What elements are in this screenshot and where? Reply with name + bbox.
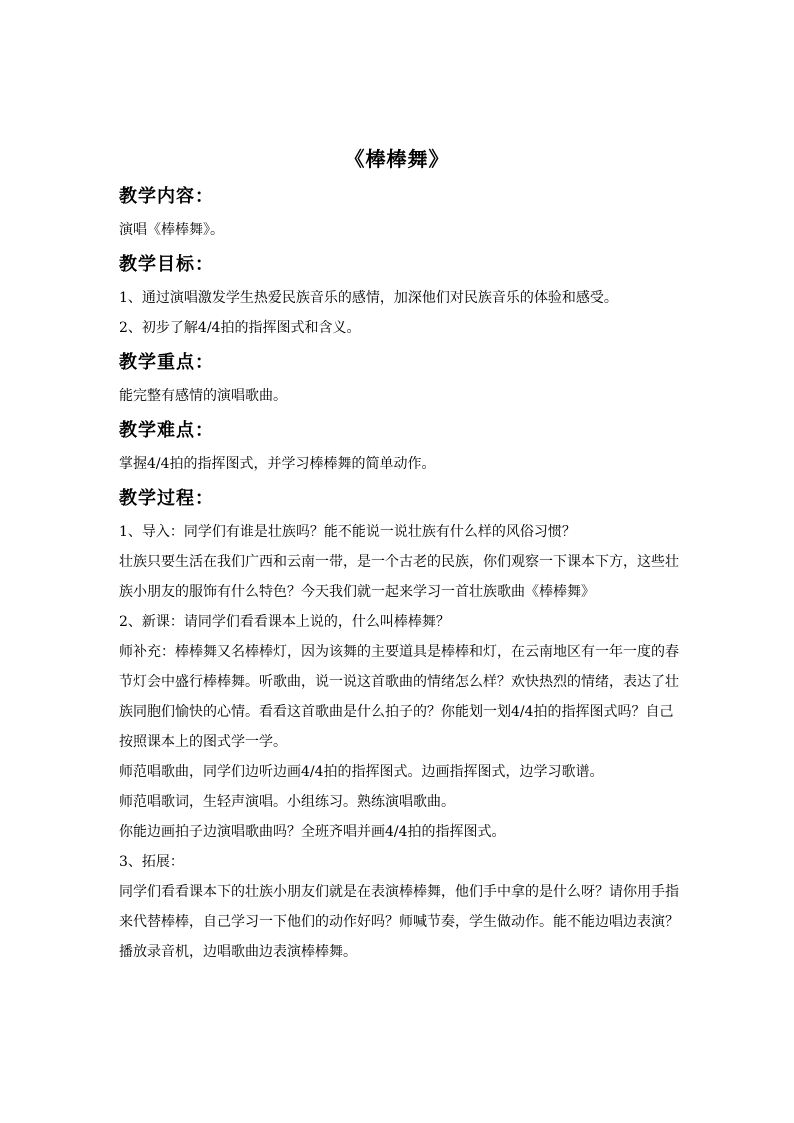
paragraph-line: 来代替棒棒，自己学习一下他们的动作好吗？师喊节奏，学生做动作。能不能边唱边表演？ [119, 914, 679, 930]
document-body [119, 182, 691, 967]
paragraph-line: 族小朋友的服饰有什么特色？今天我们就一起来学习一首壮族歌曲《棒棒舞》 [119, 584, 595, 600]
paragraph-line: 2、新课：请同学们看看课本上说的，什么叫棒棒舞？ [119, 614, 450, 630]
paragraph-line: 节灯会中盛行棒棒舞。听歌曲，说一说这首歌曲的情绪怎么样？欢快热烈的情绪，表达了壮 [119, 674, 679, 690]
paragraph-line: 1、通过演唱激发学生热爱民族音乐的感情，加深他们对民族音乐的体验和感受。 [119, 290, 618, 306]
document-title: 《棒棒舞》 [344, 147, 450, 171]
section-heading-difficulties: 教学难点： [119, 420, 214, 441]
paragraph-line: 3、拓展： [119, 854, 184, 870]
section-heading-key-points: 教学重点： [119, 352, 214, 373]
paragraph-line: 能完整有感情的演唱歌曲。 [119, 388, 287, 404]
paragraph-line: 1、导入：同学们有谁是壮族吗？能不能说一说壮族有什么样的风俗习惯？ [119, 524, 576, 540]
section-heading-content: 教学内容： [119, 186, 214, 207]
paragraph-line: 演唱《棒棒舞》。 [119, 222, 224, 238]
paragraph-line: 你能边画拍子边演唱歌曲吗？全班齐唱并画4/4拍的指挥图式。 [119, 824, 506, 840]
paragraph-line: 同学们看看课本下的壮族小朋友们就是在表演棒棒舞，他们手中拿的是什么呀？请你用手指 [119, 884, 679, 900]
paragraph-line: 2、初步了解4/4拍的指挥图式和含义。 [119, 320, 361, 336]
paragraph-line: 播放录音机，边唱歌曲边表演棒棒舞。 [119, 944, 357, 960]
paragraph-line: 师范唱歌曲，同学们边听边画4/4拍的指挥图式。边画指挥图式，边学习歌谱。 [119, 764, 604, 780]
section-heading-process: 教学过程： [119, 488, 214, 509]
section-heading-goals: 教学目标： [119, 254, 214, 275]
paragraph-line: 按照课本上的图式学一学。 [119, 734, 287, 750]
paragraph-line: 师补充：棒棒舞又名棒棒灯，因为该舞的主要道具是棒棒和灯，在云南地区有一年一度的春 [119, 644, 679, 660]
paragraph-line: 掌握4/4拍的指挥图式，并学习棒棒舞的简单动作。 [119, 456, 436, 472]
paragraph-line: 师范唱歌词，生轻声演唱。小组练习。熟练演唱歌曲。 [119, 794, 455, 810]
paragraph-line: 壮族只要生活在我们广西和云南一带，是一个古老的民族，你们观察一下课本下方，这些壮 [119, 554, 679, 570]
paragraph-line: 族同胞们愉快的心情。看看这首歌曲是什么拍子的？你能划一划4/4拍的指挥图式吗？自己 [119, 704, 674, 720]
